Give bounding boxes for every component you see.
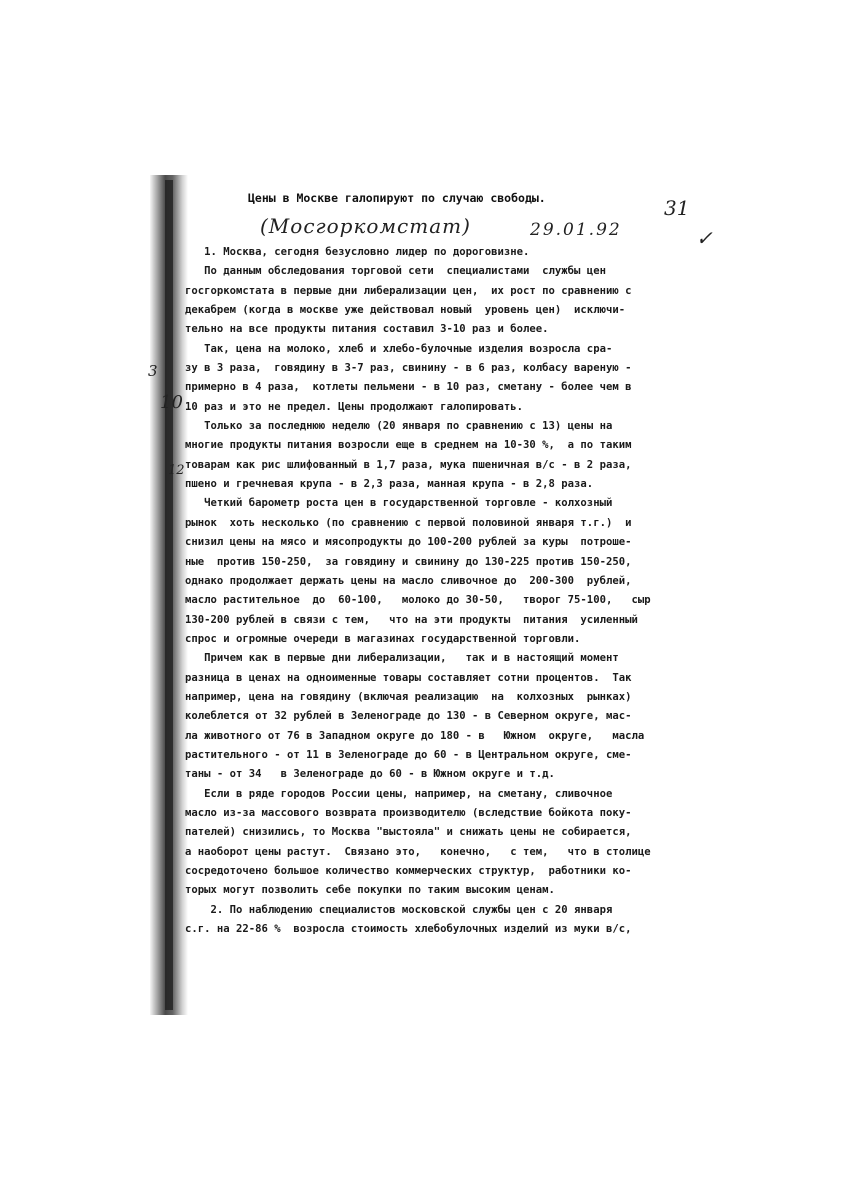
- text-line: а наоборот цены растут. Связано это, конечно, с тем, что в столице: [185, 845, 651, 858]
- text-line: 1. Москва, сегодня безусловно лидер по дороговизне.: [185, 246, 530, 258]
- margin-note-1: 3: [148, 362, 158, 380]
- text-line: тельно на все продукты питания составил 3-10 раз и более.: [185, 323, 549, 336]
- text-line: ные против 150-250, за говядину и свинину до 130-225 против 150-250,: [185, 555, 632, 568]
- handwritten-page-number: 31: [664, 196, 690, 220]
- margin-note-3: 12: [168, 463, 185, 478]
- text-line: многие продукты питания возросли еще в среднем на 10-30 %, а по таким: [185, 439, 632, 452]
- text-line: Так, цена на молоко, хлеб и хлебо-булочные изделия возросла сра-: [185, 342, 613, 355]
- handwritten-check-mark: ✓: [696, 226, 713, 250]
- text-line: декабрем (когда в москве уже действовал новый уровень цен) исключи-: [185, 304, 626, 317]
- text-line: Если в ряде городов России цены, например, на сметану, сливочное: [185, 787, 613, 800]
- text-line: спрос и огромные очереди в магазинах государственной торговли.: [185, 632, 581, 645]
- text-line: сосредоточено большое количество коммерческих структур, работники ко-: [185, 865, 632, 877]
- text-line: растительного - от 11 в Зеленограде до 60 - в Центральном округе, сме-: [185, 748, 632, 761]
- text-line: Причем как в первые дни либерализации, так и в настоящий момент: [185, 652, 619, 665]
- text-line: 10 раз и это не предел. Цены продолжают галопировать.: [185, 400, 524, 413]
- text-line: По данным обследования торговой сети специалистами службы цен: [185, 265, 606, 278]
- text-line: ла животного от 76 в Западном округе до 180 - в Южном округе, масла: [185, 729, 645, 742]
- text-line: зу в 3 раза, говядину в 3-7 раз, свинину - в 6 раз, колбасу вареную -: [185, 362, 632, 375]
- text-line: масло растительное до 60-100, молоко до 30-50, творог 75-100, сыр: [185, 594, 651, 607]
- text-line: однако продолжает держать цены на масло сливочное до 200-300 рублей,: [185, 574, 632, 587]
- text-line: Только за последнюю неделю (20 января по сравнению с 13) цены на: [185, 420, 613, 433]
- binding-edge: [165, 180, 173, 1010]
- text-line: госгоркомстата в первые дни либерализации цен, их рост по сравнению с: [185, 284, 632, 297]
- text-line: примерно в 4 раза, котлеты пельмени - в 10 раз, сметану - более чем в: [185, 381, 632, 394]
- handwritten-source: (Мосгоркомстат): [260, 214, 471, 238]
- margin-note-2: 10: [160, 392, 183, 413]
- text-line: например, цена на говядину (включая реализацию на колхозных рынках): [185, 690, 632, 703]
- text-line: 2. По наблюдению специалистов московской службы цен с 20 января: [185, 903, 613, 916]
- text-line: снизил цены на мясо и мясопродукты до 100-200 рублей за куры потроше-: [185, 536, 632, 549]
- text-line: разница в ценах на одноименные товары составляет сотни процентов. Так: [185, 671, 632, 684]
- text-line: пателей) снизились, то Москва "выстояла" и снижать цены не собирается,: [185, 826, 632, 839]
- handwritten-date: 29.01.92: [530, 220, 622, 240]
- document-title: Цены в Москве галопируют по случаю свободы.: [248, 191, 546, 205]
- text-line: рынок хоть несколько (по сравнению с первой половиной января т.г.) и: [185, 516, 632, 529]
- text-line: таны - от 34 в Зеленограде до 60 - в Южном округе и т.д.: [185, 768, 555, 781]
- text-line: колеблется от 32 рублей в Зеленограде до 130 - в Северном округе, мас-: [185, 710, 632, 723]
- text-line: торых могут позволить себе покупки по таким высоким ценам.: [185, 884, 555, 897]
- text-line: масло из-за массового возврата производителю (вследствие бойкота поку-: [185, 806, 632, 819]
- text-line: 130-200 рублей в связи с тем, что на эти продукты питания усиленный: [185, 613, 638, 626]
- text-line: с.г. на 22-86 % возросла стоимость хлебобулочных изделий из муки в/с,: [185, 923, 632, 936]
- text-line: Четкий барометр роста цен в государственной торговле - колхозный: [185, 497, 613, 510]
- document-body: [185, 243, 690, 939]
- text-line: товарам как рис шлифованный в 1,7 раза, мука пшеничная в/с - в 2 раза,: [185, 458, 632, 471]
- text-line: пшено и гречневая крупа - в 2,3 раза, манная крупа - в 2,8 раза.: [185, 478, 594, 491]
